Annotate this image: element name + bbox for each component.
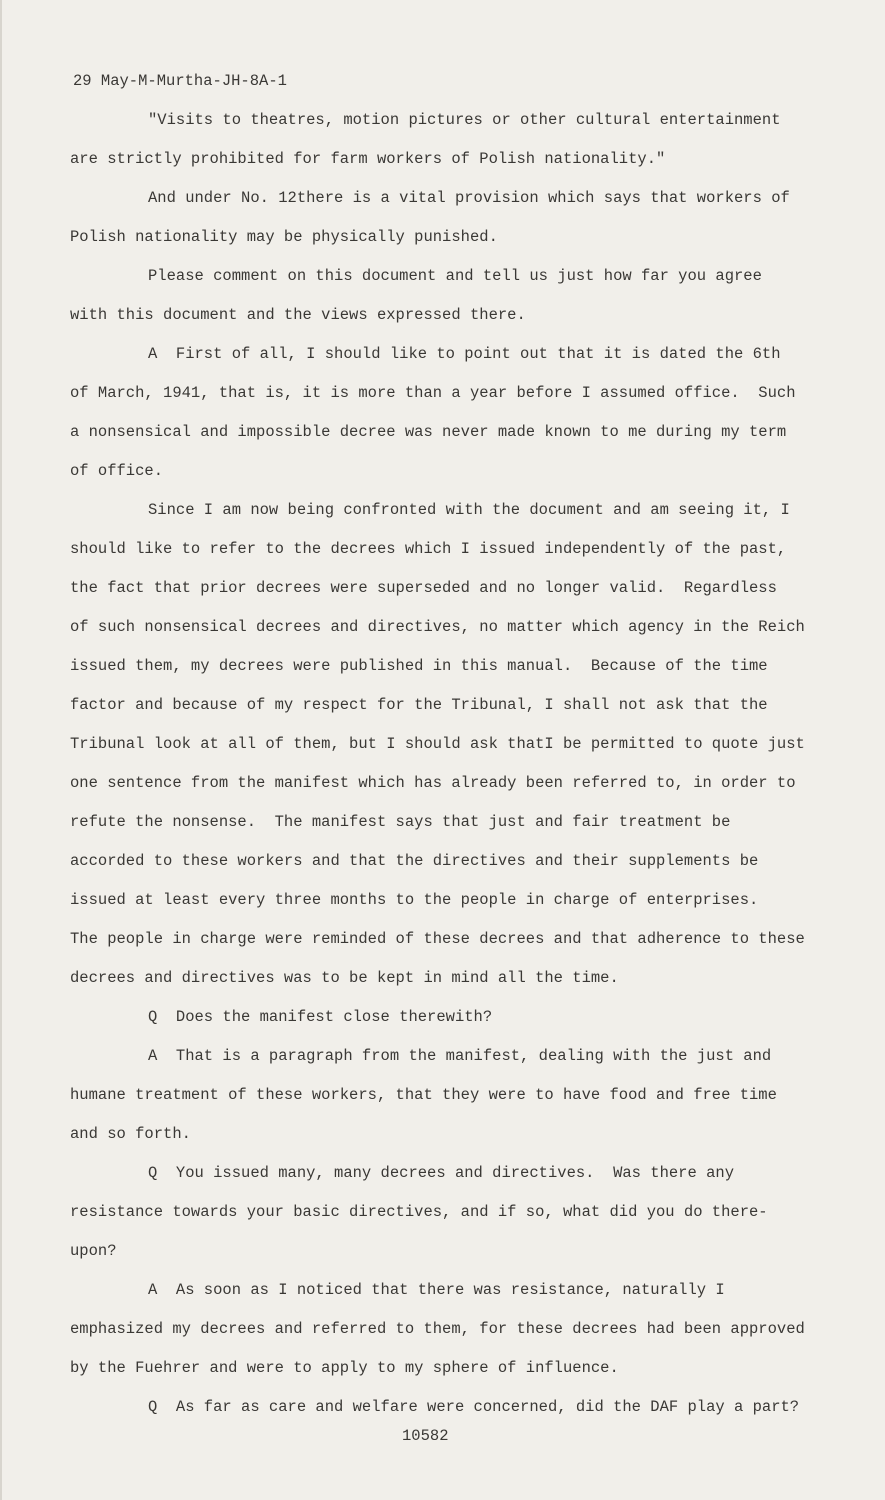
text-line: The people in charge were reminded of these decrees and that adherence to these [70,930,805,948]
text-line: refute the nonsense. The manifest says that just and fair treatment be [70,813,731,831]
text-line: Q You issued many, many decrees and directives. Was there any [148,1164,734,1182]
text-line: of office. [70,462,164,480]
text-line: accorded to these workers and that the directives and their supplements be [70,852,759,870]
text-line: Since I am now being confronted with the document and am seeing it, I [148,501,790,519]
text-line: should like to refer to the decrees which I issued independently of the past, [70,540,787,558]
text-line: the fact that prior decrees were superseded and no longer valid. Regardless [70,579,777,597]
text-line: A First of all, I should like to point out that it is dated the 6th [148,345,781,363]
text-line: Polish nationality may be physically punished. [70,228,498,246]
text-line: A That is a paragraph from the manifest, dealing with the just and [148,1047,772,1065]
text-line: A As soon as I noticed that there was resistance, naturally I [148,1281,725,1299]
document-body [70,101,835,1427]
text-line: of such nonsensical decrees and directives, no matter which agency in the Reich [70,618,805,636]
page-number: 10582 [402,1427,449,1445]
text-line: a nonsensical and impossible decree was never made known to me during my term [70,423,787,441]
text-line: Please comment on this document and tell us just how far you agree [148,267,762,285]
text-line: upon? [70,1242,117,1260]
text-line: Q Does the manifest close therewith? [148,1008,493,1026]
text-line: And under No. 12there is a vital provision which says that workers of [148,189,790,207]
text-line: with this document and the views expressed there. [70,306,526,324]
text-line: Tribunal look at all of them, but I should ask thatI be permitted to quote just [70,735,805,753]
text-line: by the Fuehrer and were to apply to my sphere of influence. [70,1359,619,1377]
text-line: emphasized my decrees and referred to them, for these decrees had been approved [70,1320,805,1338]
document-header: 29 May-M-Murtha-JH-8A-1 [73,72,287,90]
text-line: issued at least every three months to the people in charge of enterprises. [70,891,759,909]
text-line: and so forth. [70,1125,191,1143]
text-line: decrees and directives was to be kept in mind all the time. [70,969,619,987]
text-line: resistance towards your basic directives, and if so, what did you do there- [70,1203,768,1221]
text-line: are strictly prohibited for farm workers of Polish nationality." [70,150,666,168]
text-line: "Visits to theatres, motion pictures or other cultural entertainment [148,111,781,129]
text-line: one sentence from the manifest which has already been referred to, in order to [70,774,796,792]
text-line: issued them, my decrees were published in this manual. Because of the time [70,657,768,675]
text-line: factor and because of my respect for the Tribunal, I shall not ask that the [70,696,768,714]
text-line: humane treatment of these workers, that they were to have food and free time [70,1086,777,1104]
text-line: of March, 1941, that is, it is more than a year before I assumed office. Such [70,384,796,402]
text-line: Q As far as care and welfare were concerned, did the DAF play a part? [148,1398,800,1416]
